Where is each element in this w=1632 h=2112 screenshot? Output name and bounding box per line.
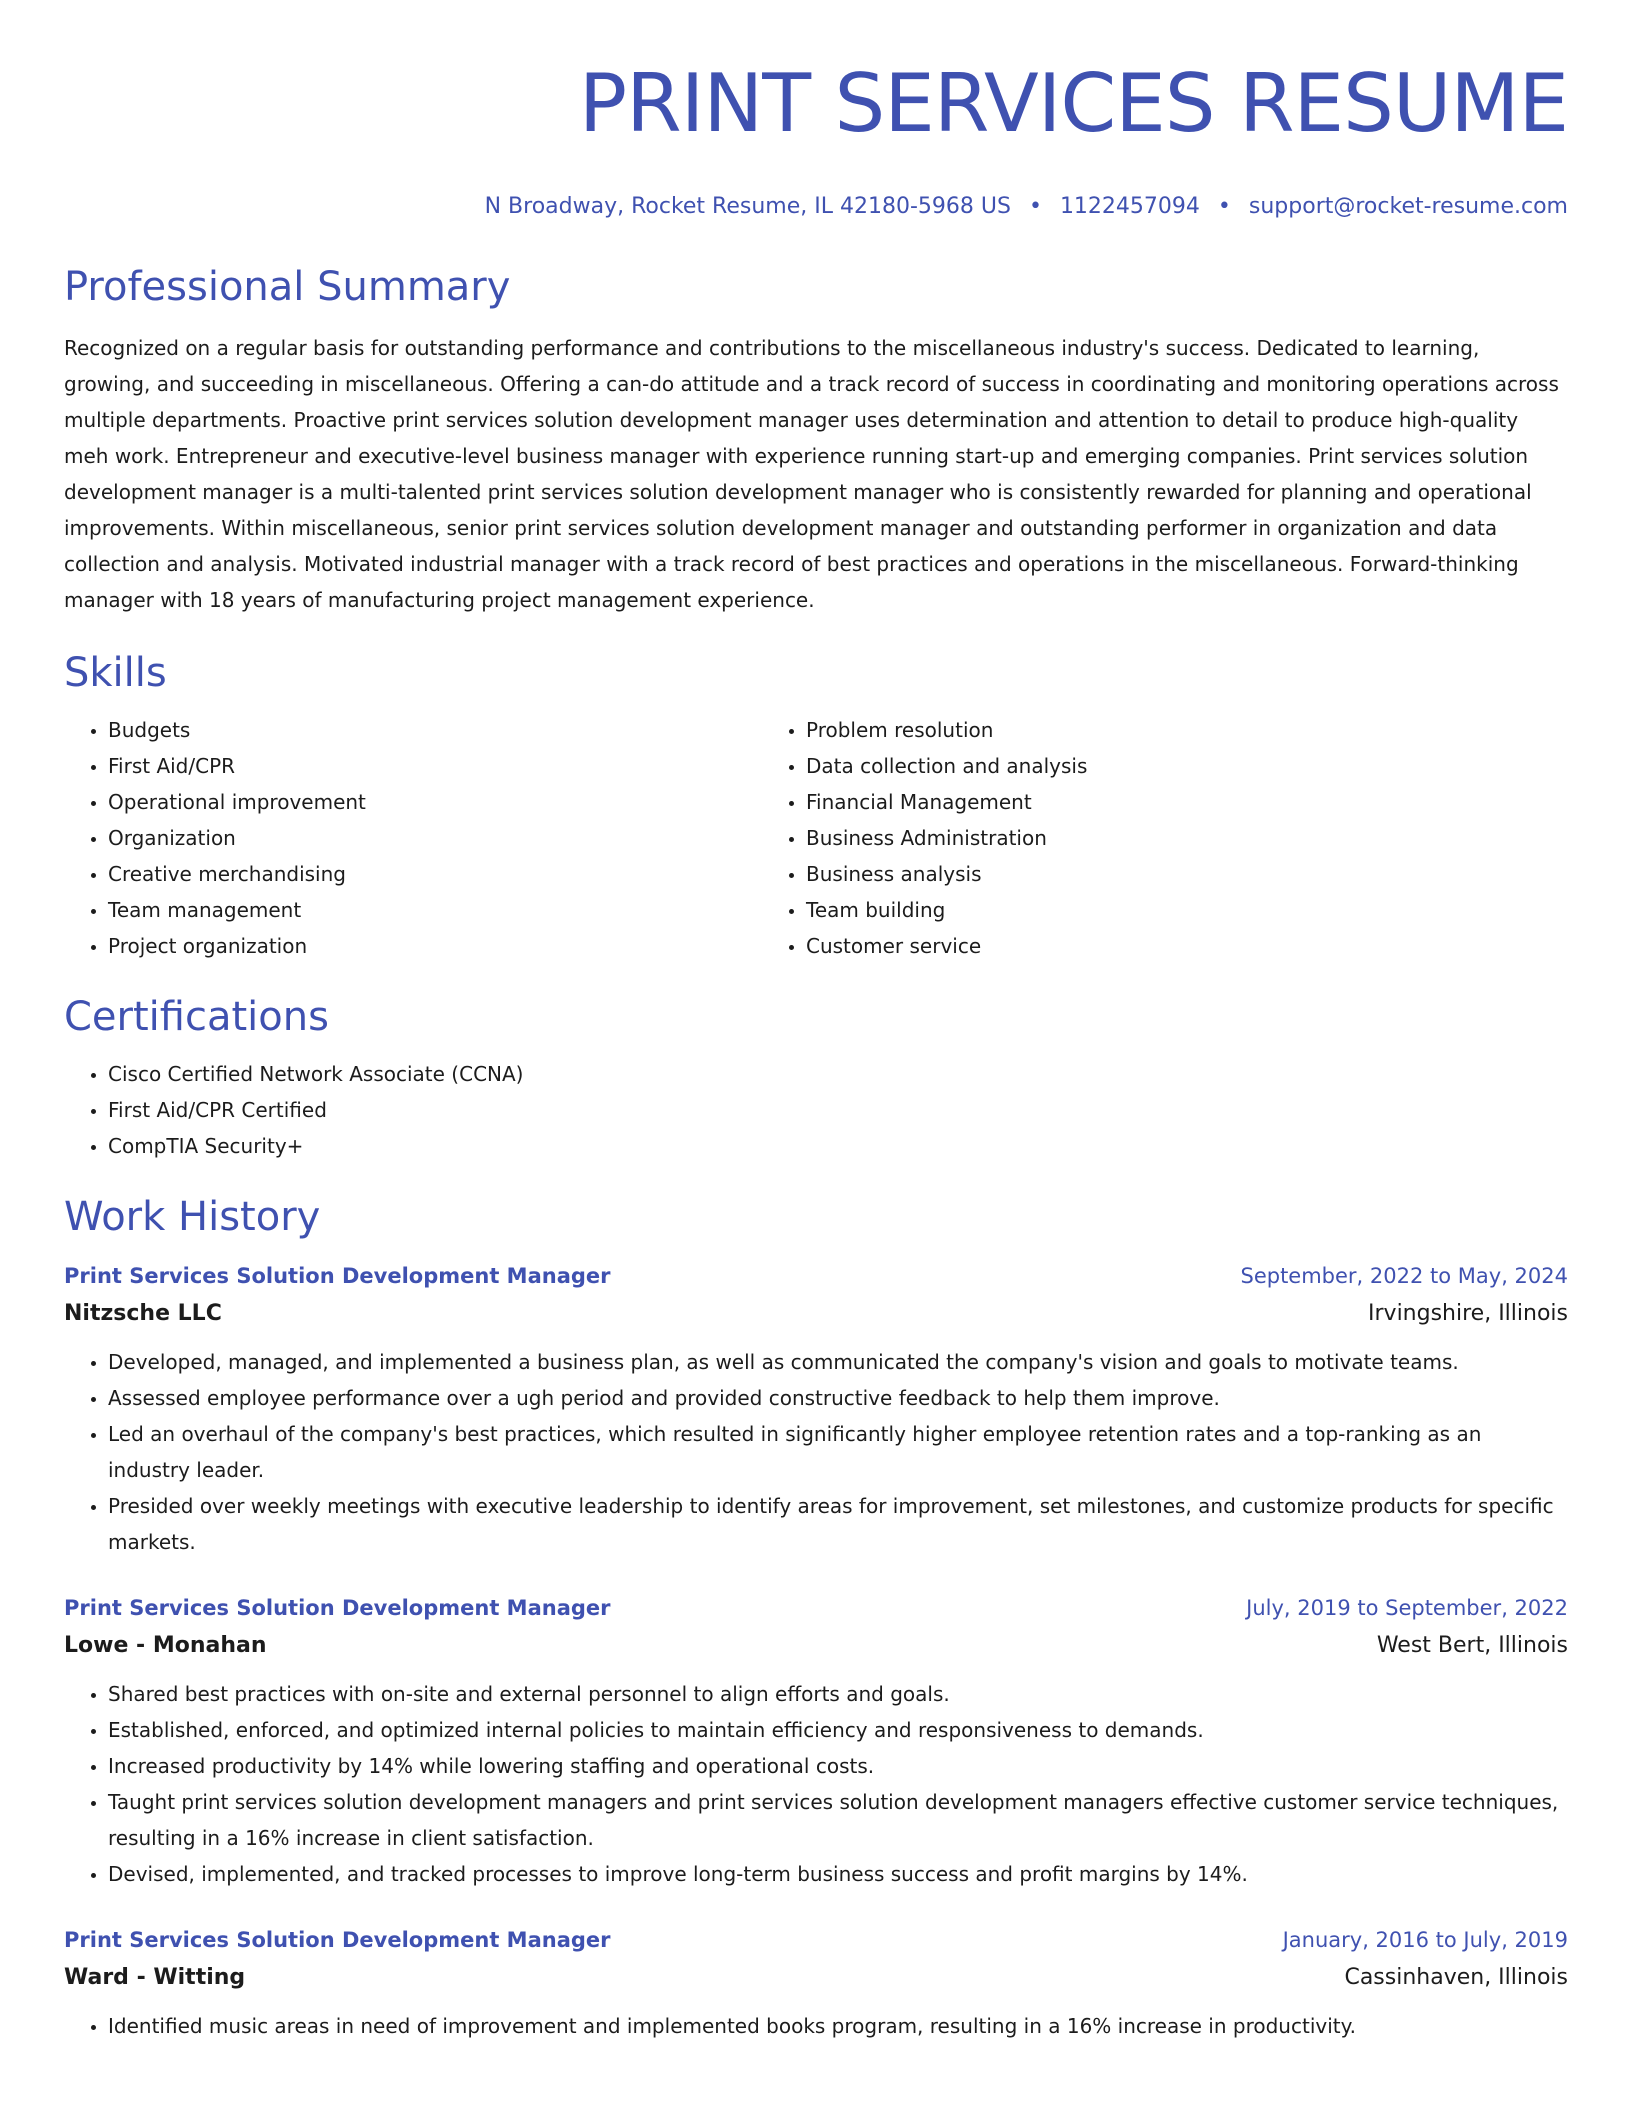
skill-item: • First Aid/CPR (108, 748, 762, 784)
skill-item: • Team management (108, 892, 762, 928)
job-bullet: • Taught print services solution development managers and print services solution development managers effective customer service techniques, resulting in a 16% increase in client satisfaction. (108, 1784, 1568, 1856)
job-company-row (64, 1294, 1568, 1334)
certification-item: • Cisco Certified Network Associate (CCNA) (108, 1056, 1568, 1092)
skill-item: • Business analysis (806, 856, 1460, 892)
job-title: Print Services Solution Development Manager (64, 1596, 611, 1620)
resume-title: PRINT SERVICES RESUME (578, 57, 1568, 150)
job-bullet: • Led an overhaul of the company's best practices, which resulted in significantly higher employee retention rates and a top-ranking as an industry leader. (108, 1416, 1568, 1488)
certification-item: • CompTIA Security+ (108, 1128, 1568, 1164)
job-bullet: • Developed, managed, and implemented a business plan, as well as communicated the company's vision and goals to motivate teams. (108, 1344, 1568, 1380)
job-company: Ward - Witting (64, 1965, 246, 1990)
job-bullets (64, 1676, 1568, 1892)
certification-item: • First Aid/CPR Certified (108, 1092, 1568, 1128)
work-history-heading: Work History (64, 1194, 321, 1240)
job-header-row (64, 1258, 1568, 1294)
skill-item: • Project organization (108, 928, 762, 964)
job-company: Nitzsche LLC (64, 1301, 222, 1326)
skill-item: • Data collection and analysis (806, 748, 1460, 784)
skill-item: • Creative merchandising (108, 856, 762, 892)
skill-item: • Problem resolution (806, 712, 1460, 748)
job-header-row (64, 1922, 1568, 1958)
job-bullets (64, 1344, 1568, 1560)
job-location: Irvingshire, Illinois (1368, 1301, 1568, 1326)
job-bullet: • Shared best practices with on-site and external personnel to align efforts and goals. (108, 1676, 1568, 1712)
job-title: Print Services Solution Development Manager (64, 1264, 611, 1288)
skill-item: • Business Administration (806, 820, 1460, 856)
job-dates: September, 2022 to May, 2024 (1240, 1264, 1568, 1288)
job-location: Cassinhaven, Illinois (1344, 1965, 1568, 1990)
certifications-heading: Certifications (64, 994, 329, 1040)
contact-separator: • (1217, 194, 1231, 219)
job-bullets (64, 2008, 1568, 2044)
skill-item: • Operational improvement (108, 784, 762, 820)
skill-item: • Budgets (108, 712, 762, 748)
skills-columns (64, 712, 1568, 964)
resume-page (64, 0, 1568, 2044)
job-bullet: • Presided over weekly meetings with executive leadership to identify areas for improvement, set milestones, and customize products for specific markets. (108, 1488, 1568, 1560)
job-dates: July, 2019 to September, 2022 (1246, 1596, 1568, 1620)
skills-list-right (762, 712, 1460, 964)
job-header-row (64, 1590, 1568, 1626)
skill-item: • Customer service (806, 928, 1460, 964)
job-title: Print Services Solution Development Manager (64, 1928, 611, 1952)
job-company-row (64, 1626, 1568, 1666)
job-location: West Bert, Illinois (1376, 1633, 1568, 1658)
contact-line (64, 192, 1568, 222)
job-bullet: • Identified music areas in need of improvement and implemented books program, resulting in a 16% increase in productivity. (108, 2008, 1568, 2044)
contact-email[interactable]: support@rocket-resume.com (1248, 194, 1568, 219)
skill-item: • Organization (108, 820, 762, 856)
job-dates: January, 2016 to July, 2019 (1282, 1928, 1568, 1952)
contact-separator: • (1028, 194, 1042, 219)
contact-phone: 1122457094 (1059, 194, 1200, 219)
certifications-list (64, 1056, 1568, 1164)
skill-item: • Financial Management (806, 784, 1460, 820)
summary-heading: Professional Summary (64, 264, 511, 310)
job-bullet: • Increased productivity by 14% while lowering staffing and operational costs. (108, 1748, 1568, 1784)
job-bullet: • Assessed employee performance over a ugh period and provided constructive feedback to help them improve. (108, 1380, 1568, 1416)
skills-list-left (64, 712, 762, 964)
job-entry (64, 1922, 1568, 2044)
summary-text: Recognized on a regular basis for outstanding performance and contributions to the miscellaneous industry's success. Dedicated to learning, growing, and succeeding in miscellaneous. Offering a can-do attitude and a track record of success in coordinating and monitoring operations across multiple departments. Proactive print services solution development manager uses determination and attention to detail to produce high-quality meh work. Entrepreneur and executive-level business manager with experience running start-up and emerging companies. Print services solution development manager is a multi-talented print services solution development manager who is consistently rewarded for planning and operational improvements. Within miscellaneous, senior print services solution development manager and outstanding performer in organization and data collection and analysis. Motivated industrial manager with a track record of best practices and operations in the miscellaneous. Forward-thinking manager with 18 years of manufacturing project management experience. (64, 336, 1559, 612)
job-bullet: • Established, enforced, and optimized internal policies to maintain efficiency and responsiveness to demands. (108, 1712, 1568, 1748)
job-entry (64, 1590, 1568, 1892)
skills-heading: Skills (64, 650, 167, 696)
contact-address: N Broadway, Rocket Resume, IL 42180-5968 US (484, 194, 1011, 219)
job-entry (64, 1258, 1568, 1560)
job-company: Lowe - Monahan (64, 1633, 267, 1658)
job-bullet: • Devised, implemented, and tracked processes to improve long-term business success and profit margins by 14%. (108, 1856, 1568, 1892)
skill-item: • Team building (806, 892, 1460, 928)
job-company-row (64, 1958, 1568, 1998)
